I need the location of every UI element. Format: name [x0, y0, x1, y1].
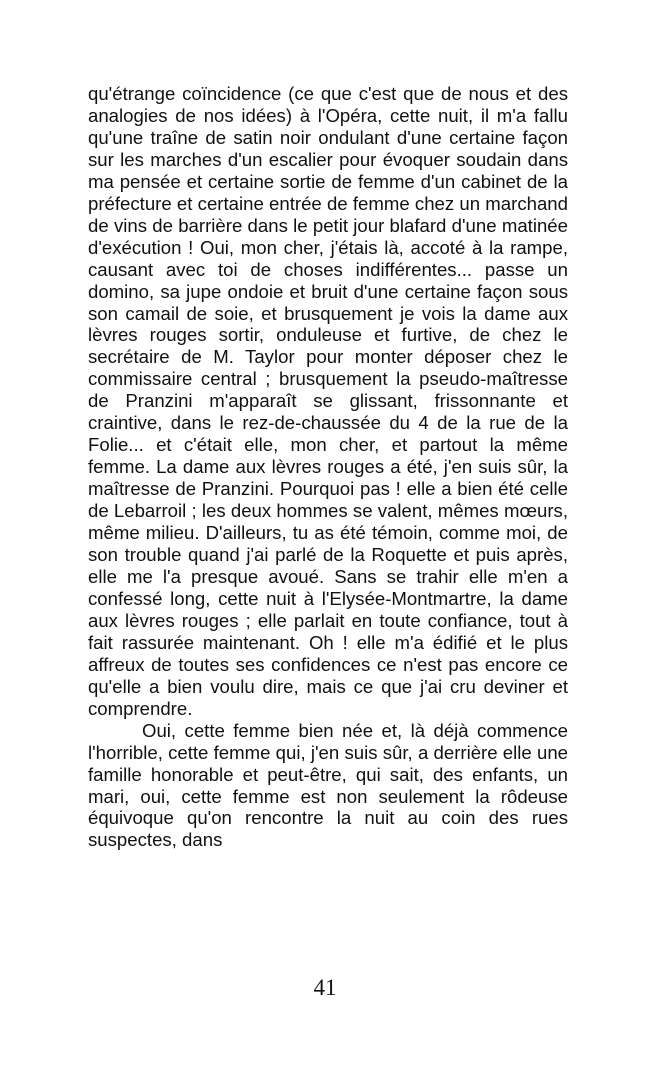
body-text	[88, 83, 568, 851]
paragraph-oui: Oui, cette femme bien née et, là déjà commence l'horrible, cette femme qui, j'en suis sûr, a derrière elle une famille honorable et peut-être, qui sait, des enfants, un mari, oui, cette femme est non seulement la rôdeuse équivoque qu'on rencontre la nuit au coin des rues suspectes, dans	[88, 719, 568, 851]
page-number: 41	[313, 975, 337, 1000]
paragraph-continuation: qu'étrange coïncidence (ce que c'est que de nous et des analogies de nos idées) à l'Opéra, cette nuit, il m'a fallu qu'une traîne de satin noir ondulant d'une certaine façon sur les marches d'un escalier pour évoquer soudain dans ma pensée et certaine sortie de femme d'un cabinet de la préfecture et certaine entrée de femme chez un marchand de vins de barrière dans le petit jour blafard d'une matinée d'exécution ! Oui, mon cher, j'étais là, accoté à la rampe, causant avec toi de choses indifférentes... passe un domino, sa jupe ondoie et bruit d'une certaine façon sous son camail de soie, et brusquement je vois la dame aux lèvres rouges sortir, onduleuse et furtive, de chez le secrétaire de M. Taylor pour monter déposer chez le commissaire central ; brusquement la pseudo-maîtresse de Pranzini m'apparaît se glissant, frissonnante et craintive, dans le rez-de-chaussée du 4 de la rue de la Folie... et c'était elle, mon cher, et partout la même femme. La dame aux lèvres rouges a été, j'en suis sûr, la maîtresse de Pranzini. Pourquoi pas ! elle a bien été celle de Lebarroil ; les deux hommes se valent, mêmes mœurs, même milieu. D'ailleurs, tu as été témoin, comme moi, de son trouble quand j'ai parlé de la Roquette et puis après, elle me l'a presque avoué. Sans se trahir elle m'en a confessé long, cette nuit à l'Elysée-Montmartre, la dame aux lèvres rouges ; elle parlait en toute confiance, tout à fait rassurée maintenant. Oh ! elle m'a édifié et le plus affreux de toutes ses confidences ce n'est pas encore ce qu'elle a bien voulu dire, mais ce que j'ai cru deviner et comprendre.	[88, 83, 568, 719]
